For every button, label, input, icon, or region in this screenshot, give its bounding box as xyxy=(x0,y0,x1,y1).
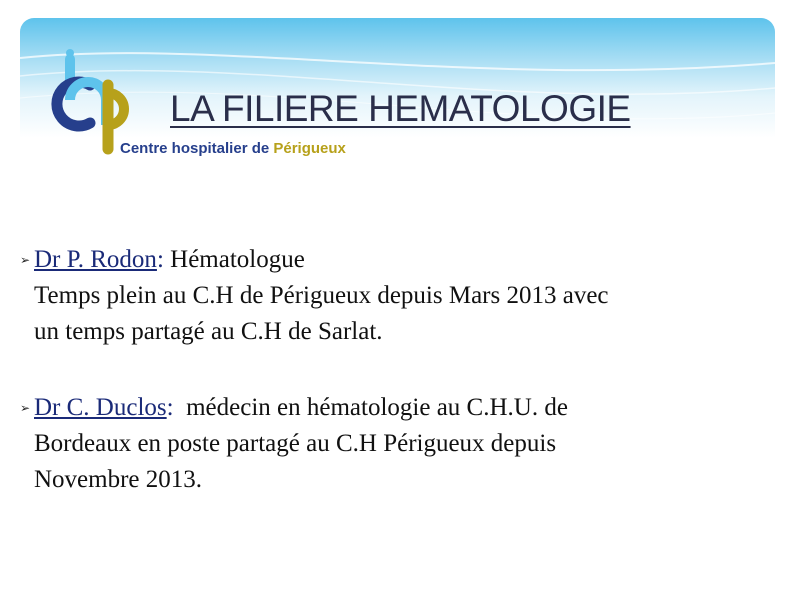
arrow-bullet-icon: ➢ xyxy=(20,401,31,415)
doctor-name: Dr C. Duclos xyxy=(34,394,167,421)
bullet-item xyxy=(20,242,780,350)
colon: : xyxy=(156,246,164,273)
logo-caption xyxy=(120,140,346,157)
doctor-role: Hématologue xyxy=(163,246,305,273)
bullet-line3: Novembre 2013. xyxy=(34,466,203,493)
doctor-role: médecin en hématologie au C.H.U. de xyxy=(173,394,568,421)
slide-title: LA FILIERE HEMATOLOGIE xyxy=(170,88,631,129)
colon: : xyxy=(166,394,174,421)
bullet-list xyxy=(20,242,780,498)
bullet-line2: Bordeaux en poste partagé au C.H Périgueux depuis xyxy=(34,430,557,457)
doctor-name: Dr P. Rodon xyxy=(34,246,157,273)
logo-caption-part1: Centre hospitalier de xyxy=(120,140,274,157)
bullet-line2: Temps plein au C.H de Périgueux depuis Mars 2013 avec xyxy=(34,282,609,309)
arrow-bullet-icon: ➢ xyxy=(20,253,31,267)
bullet-line1 xyxy=(34,390,780,426)
bullet-line3: un temps partagé au C.H de Sarlat. xyxy=(34,318,383,345)
bullet-item xyxy=(20,390,780,498)
logo-caption-part2: Périgueux xyxy=(273,140,346,157)
bullet-line1 xyxy=(34,242,780,278)
